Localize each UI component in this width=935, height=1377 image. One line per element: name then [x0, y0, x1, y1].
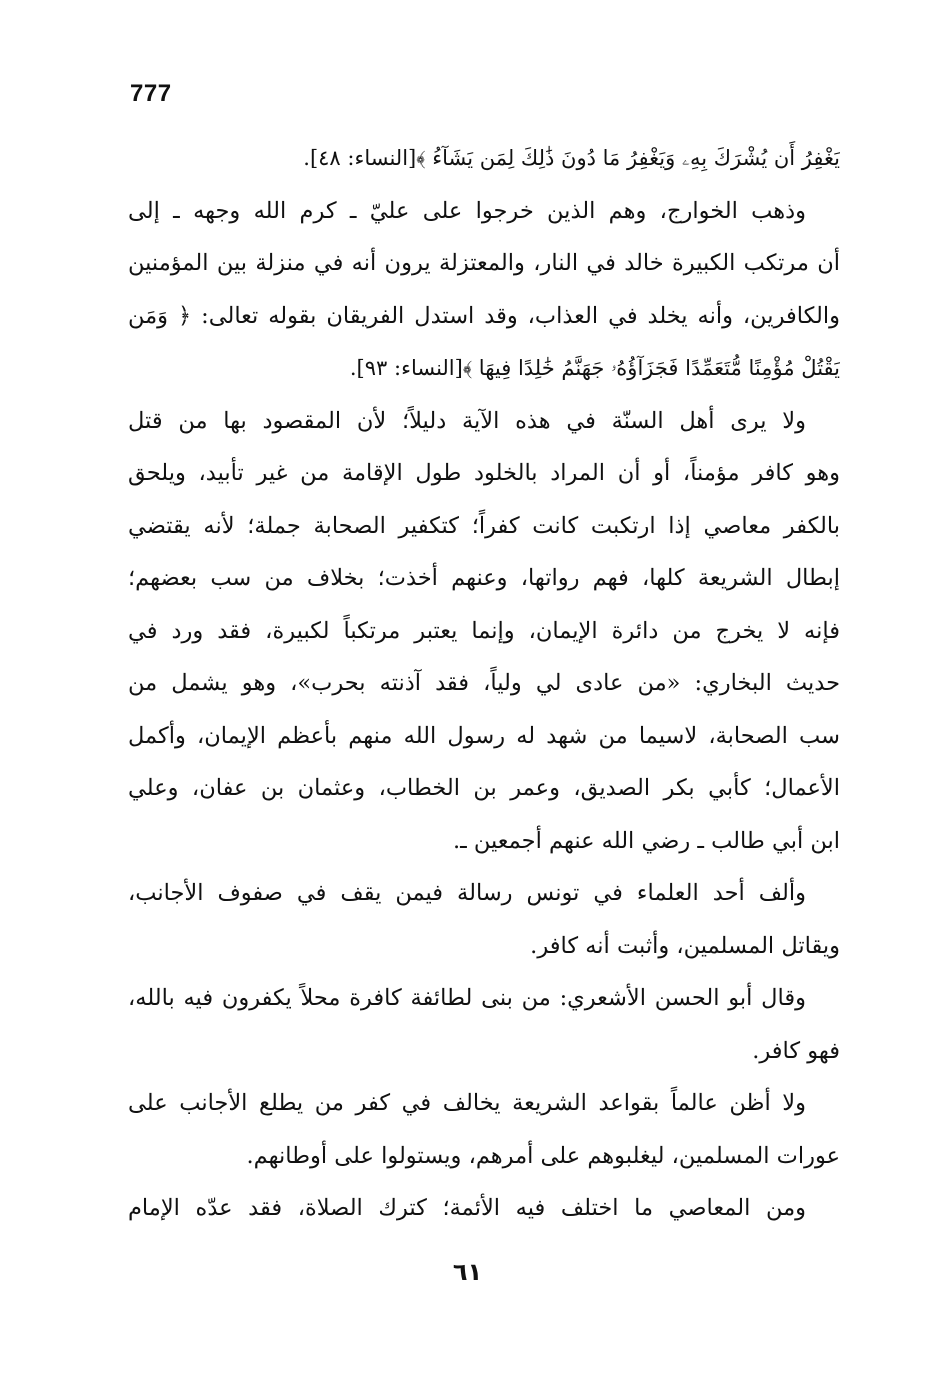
text-line: عورات المسلمين، ليغلبوهم على أمرهم، ويستولوا على أوطانهم.: [246, 1142, 840, 1169]
text-line: ابن أبي طالب ـ رضي الله عنهم أجمعين ـ.: [452, 827, 840, 854]
text-line: بالكفر معاصي إذا ارتكبت كانت كفراً؛ كتكفير الصحابة جملة؛ لأنه يقتضي: [128, 512, 840, 539]
text-line: وألف أحد العلماء في تونس رسالة فيمن يقف في صفوف الأجانب،: [128, 880, 806, 906]
text-line: سب الصحابة، لاسيما من شهد له رسول الله منهم بأعظم الإيمان، وأكمل: [128, 722, 840, 749]
text-line: وهو كافر مؤمناً، أو أن المراد بالخلود طول الإقامة من غير تأبيد، ويلحق: [128, 460, 840, 486]
text-line: وذهب الخوارج، وهم الذين خرجوا على عليّ ـ كرم الله وجهه ـ إلى: [128, 197, 806, 224]
text-line: فإنه لا يخرج من دائرة الإيمان، وإنما يعتبر مرتكباً لكبيرة، فقد ورد في: [128, 617, 840, 644]
text-line: ولا يرى أهل السنّة في هذه الآية دليلاً؛ لأن المقصود بها من قتل: [128, 407, 806, 434]
body-text: [128, 132, 840, 1235]
verse-line: يَقْتُلْ مُؤْمِنًا مُّتَعَمِّدًا فَجَزَآؤُهُۥ جَهَنَّمُ خَٰلِدًا فِيهَا ﴾[النساء: ٩٣].: [349, 356, 840, 380]
page-number-bottom: ٦١: [452, 1258, 483, 1286]
text-line: ولا أظن عالماً بقواعد الشريعة يخالف في كفر من يطلع الأجانب على: [128, 1090, 806, 1116]
text-line: أن مرتكب الكبيرة خالد في النار، والمعتزلة يرون أنه في منزلة بين المؤمنين: [128, 250, 840, 276]
text-line: والكافرين، وأنه يخلد في العذاب، وقد استدل الفريقان بقوله تعالى: ﴿ وَمَن: [128, 302, 840, 329]
text-line: الأعمال؛ كأبي بكر الصديق، وعمر بن الخطاب، وعثمان بن عفان، وعلي: [128, 775, 840, 801]
text-line: ويقاتل المسلمين، وأثبت أنه كافر.: [530, 932, 840, 959]
text-line: وقال أبو الحسن الأشعري: من بنى لطائفة كافرة محلاً يكفرون فيه بالله،: [128, 985, 806, 1011]
text-line: إبطال الشريعة كلها، فهم رواتها، وعنهم أخذت؛ بخلاف من سب بعضهم؛: [128, 565, 840, 591]
page-number-top: 777: [130, 80, 172, 107]
text-line: فهو كافر.: [752, 1037, 840, 1064]
verse-line: يَغْفِرُ أَن يُشْرَكَ بِهِۦ وَيَغْفِرُ مَا دُونَ ذَٰلِكَ لِمَن يَشَآءُ ﴾[النساء: ٤٨].: [303, 146, 840, 170]
text-line: حديث البخاري: «من عادى لي ولياً، فقد آذنته بحرب»، وهو يشمل من: [128, 670, 840, 696]
text-line: ومن المعاصي ما اختلف فيه الأئمة؛ كترك الصلاة، فقد عدّه الإمام: [128, 1195, 806, 1221]
